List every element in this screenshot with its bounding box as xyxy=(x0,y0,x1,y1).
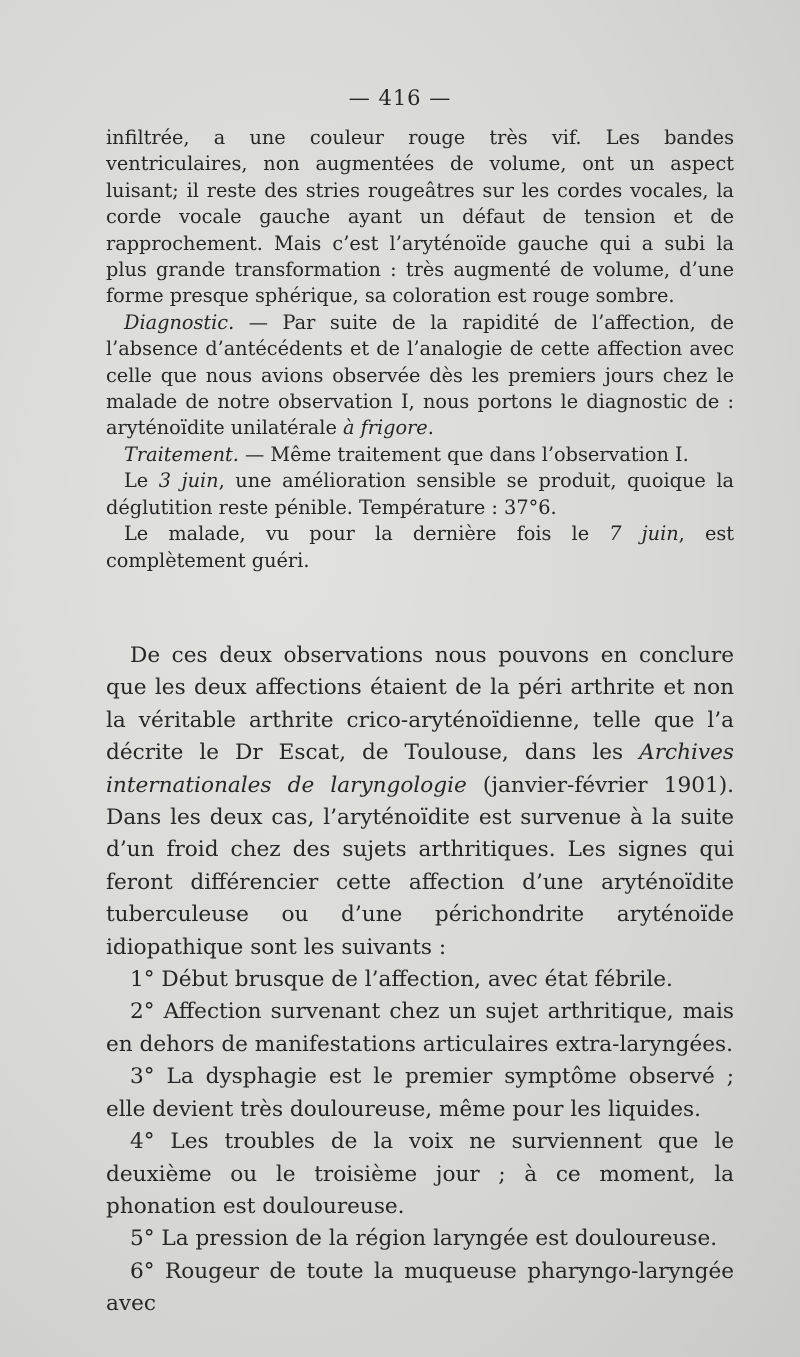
traitement-text: — Même traitement que dans l’observation I. xyxy=(238,442,689,466)
paragraph-conclusion xyxy=(106,640,734,964)
diagnostic-end: . xyxy=(427,416,434,440)
diagnostic-text: — Par suite de la rapidité de l’affection, de l’absence d’antécédents et de l’analogie de cette affection avec celle que nous avions observée dès les premiers jours chez le malade de notre observation I, nous portons le diagnostic de : aryténoïdite unilatérale xyxy=(106,310,734,440)
page-number: — 416 — xyxy=(348,86,452,110)
list-item: 6° Rougeur de toute la muqueuse pharyngo-laryngée avec xyxy=(106,1258,734,1317)
conclusion-start: De ces deux observations nous pouvons en conclure que les deux affections étaient de la péri arthrite et non la véritable arthrite crico-aryténoïdienne, telle que l’a décrite le Dr Escat, de Toulouse, dans les xyxy=(106,643,734,766)
paragraph-june-7 xyxy=(106,521,734,574)
list-item: 4° Les troubles de la voix ne surviennent que le deuxième ou le troisième jour ; à ce moment, la phonation est douloureuse. xyxy=(106,1129,734,1219)
paragraph-diagnostic xyxy=(106,310,734,442)
list-item: 1° Début brusque de l’affection, avec état fébrile. xyxy=(130,967,673,993)
diagnostic-italic: à frigore xyxy=(343,416,428,440)
p4-start: Le malade, vu pour la dernière fois le xyxy=(124,522,610,546)
p3-start: Le xyxy=(124,469,159,493)
observation-section xyxy=(106,125,734,574)
paragraph-continuation: infiltrée, a une couleur rouge très vif. Les bandes ventriculaires, non augmentées de volume, ont un aspect luisant; il reste des stries rougeâtres sur les cordes vocales, la corde vocale gauche ayant un défaut de tension et de rapprochement. Mais c’est l’aryténoïde gauche qui a subi la plus grande transformation : très augmenté de volume, d’une forme presque sphérique, sa coloration est rouge sombre. xyxy=(106,126,734,308)
p3-text: , une amélioration sensible se produit, quoique la déglutition reste pénible. Température : 37°6. xyxy=(106,469,734,519)
paragraph-june-3 xyxy=(106,468,734,521)
list-item: 2° Affection survenant chez un sujet arthritique, mais en dehors de manifestations articulaires extra-laryngées. xyxy=(106,999,734,1057)
diagnostic-label: Diagnostic. xyxy=(124,310,235,334)
paragraph-traitement xyxy=(106,442,734,468)
p3-date: 3 juin xyxy=(158,469,219,493)
p4-text: , est complètement guéri. xyxy=(106,522,735,572)
conclusion-section xyxy=(106,640,734,1321)
traitement-label: Traitement. xyxy=(124,442,239,466)
list-item: 3° La dysphagie est le premier symptôme observé ; elle devient très douloureuse, même pour les liquides. xyxy=(106,1064,734,1122)
conclusion-italic: Archives internationales de laryngologie xyxy=(106,740,734,798)
conclusion-end: (janvier-février 1901). Dans les deux cas, l’aryténoïdite est survenue à la suite d’un froid chez des sujets arthritiques. Les signes qui feront différencier cette affection d’une aryténoïdite tuberculeuse ou d’une périchondrite aryténoïde idiopathique sont les suivants : xyxy=(106,772,734,960)
list-item: 5° La pression de la région laryngée est douloureuse. xyxy=(130,1226,718,1252)
p4-date: 7 juin xyxy=(609,522,679,546)
